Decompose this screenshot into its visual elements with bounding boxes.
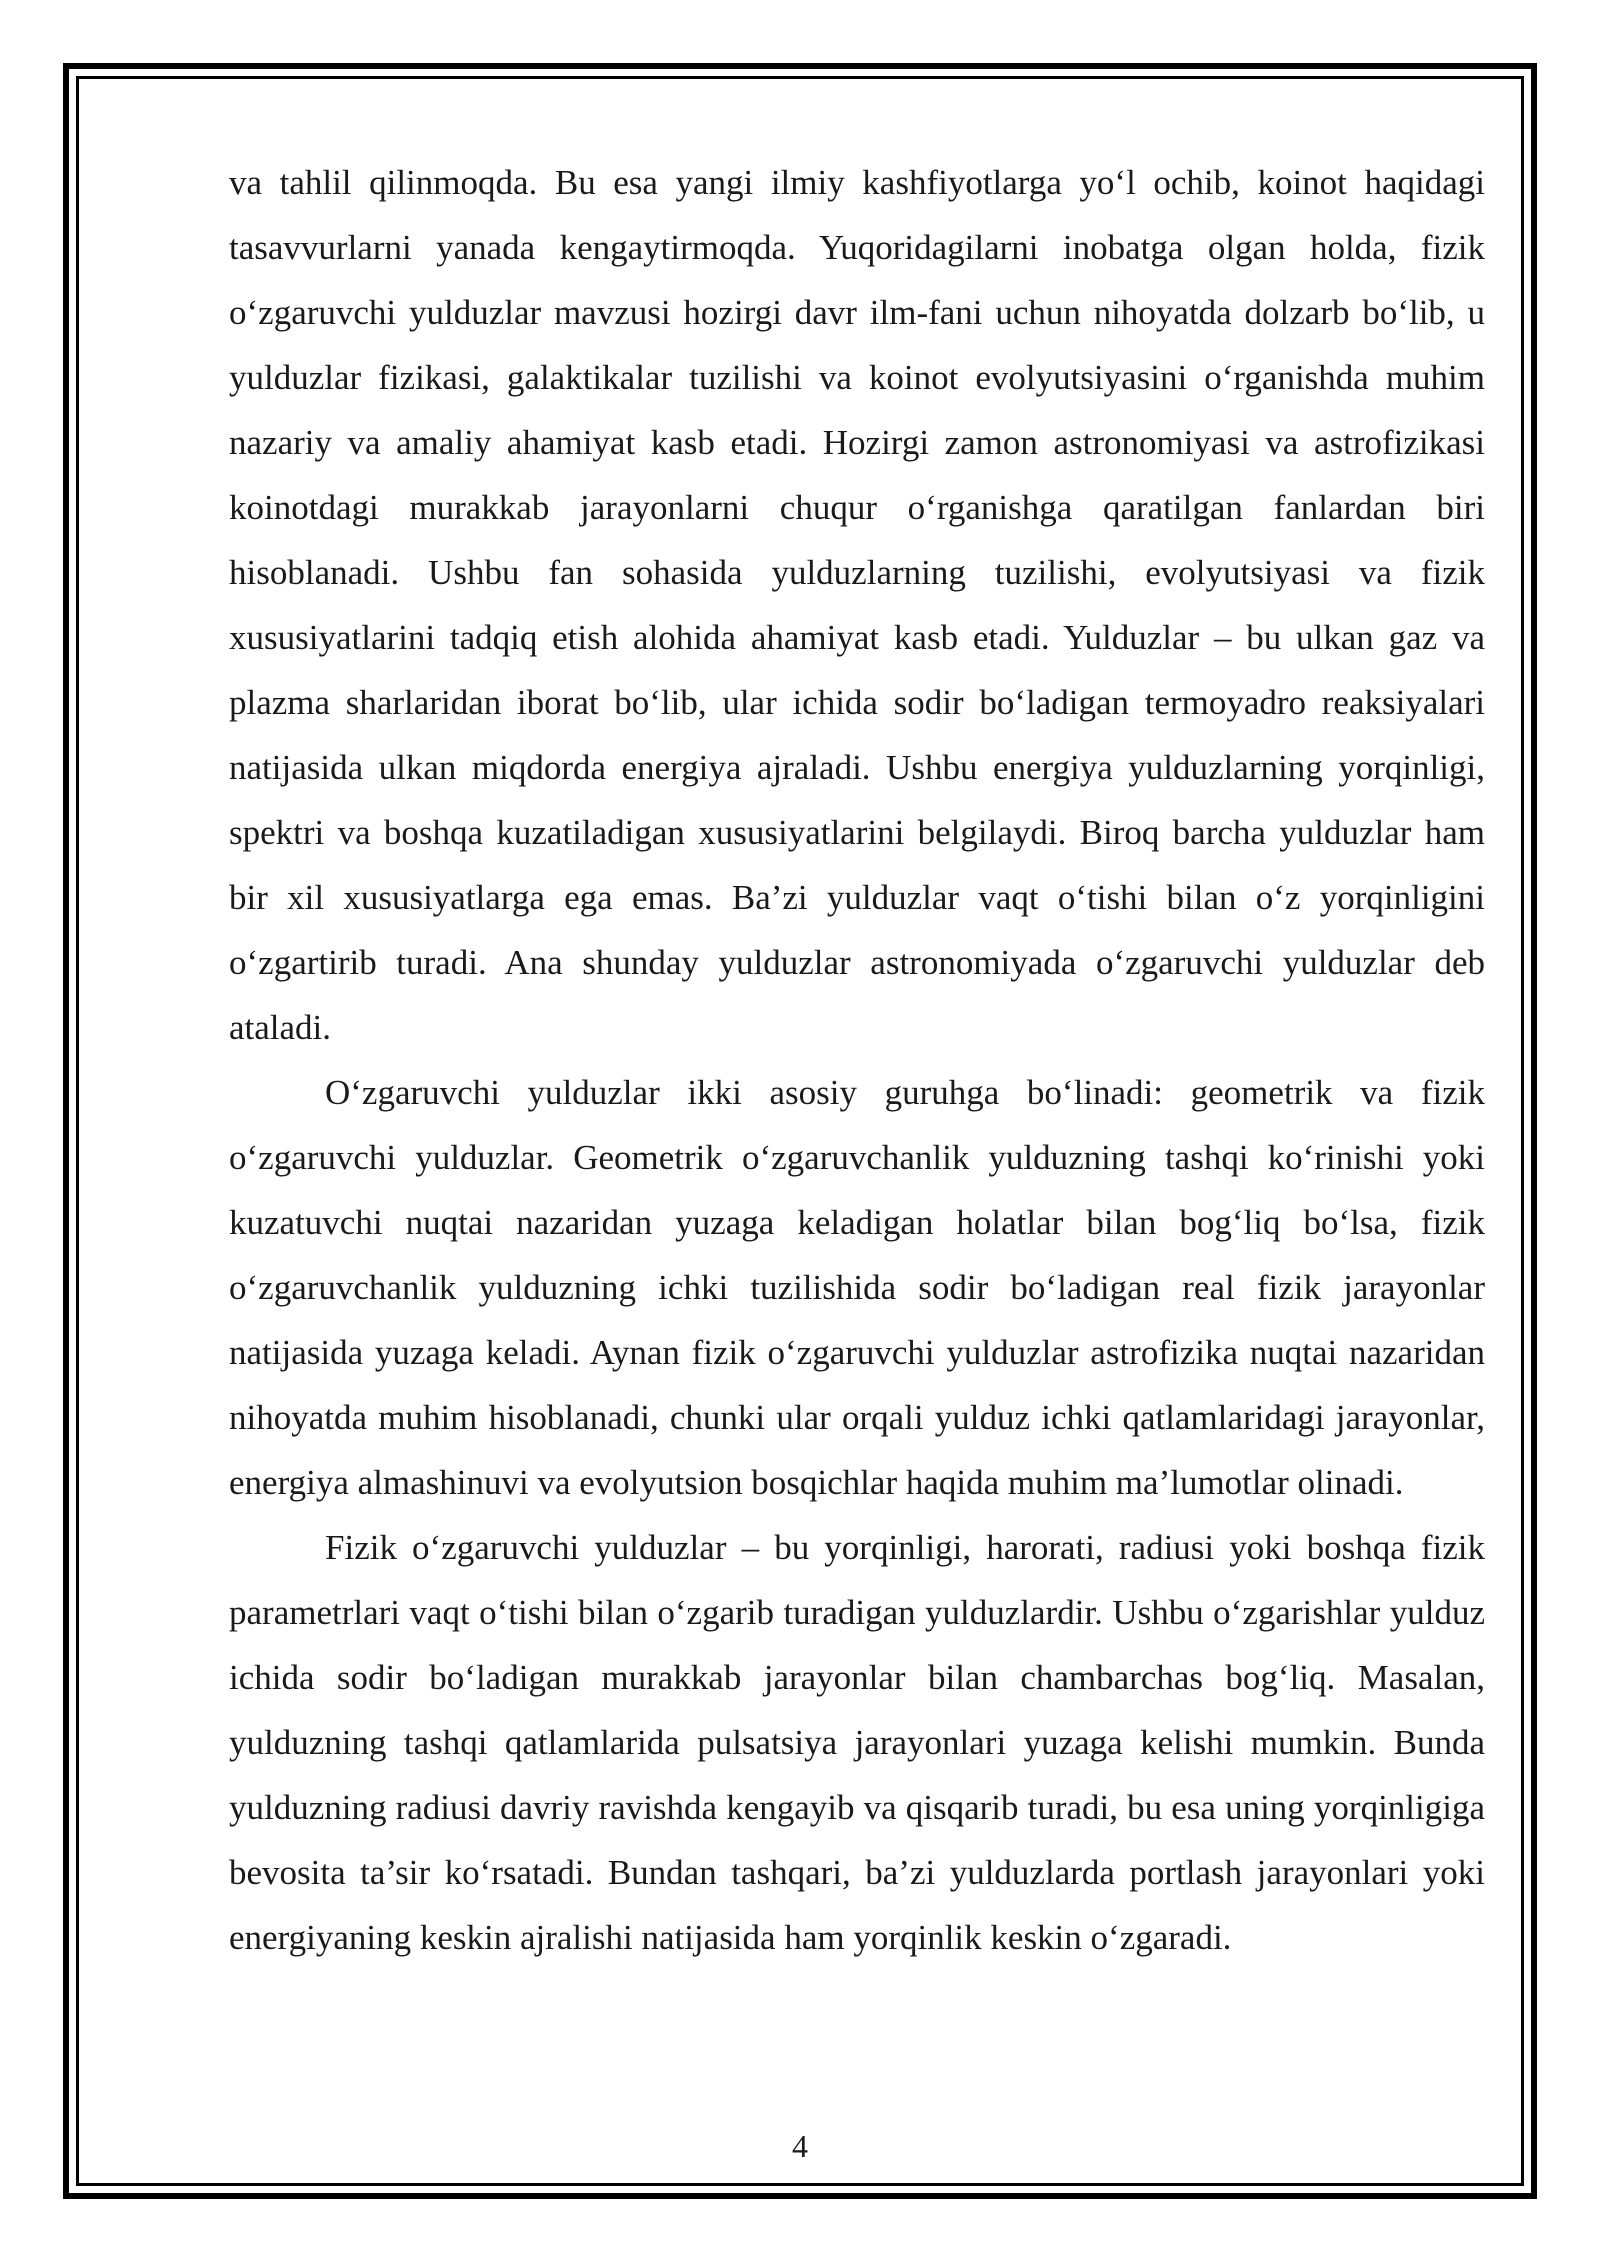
paragraph-1: va tahlil qilinmoqda. Bu esa yangi ilmiy kashfiyotlarga yo‘l ochib, koinot haqidagi tasavvurlarni yanada kengaytirmoqda. Yuqoridagilarni inobatga olgan holda, fizik o‘zgaruvchi yulduzlar mavzusi hozirgi davr ilm-fani uchun nihoyatda dolzarb bo‘lib, u yulduzlar fizikasi, galaktikalar tuzilishi va koinot evolyutsiyasini o‘rganishda muhim nazariy va amaliy ahamiyat kasb etadi. Hozirgi zamon astronomiyasi va astrofizikasi koinotdagi murakkab jarayonlarni chuqur o‘rganishga qaratilgan fanlardan biri hisoblanadi. Ushbu fan sohasida yulduzlarning tuzilishi, evolyutsiyasi va fizik xususiyatlarini tadqiq etish alohida ahamiyat kasb etadi. Yulduzlar – bu ulkan gaz va plazma sharlaridan iborat bo‘lib, ular ichida sodir bo‘ladigan termoyadro reaksiyalari natijasida ulkan miqdorda energiya ajraladi. Ushbu energiya yulduzlarning yorqinligi, spektri va boshqa kuzatiladigan xususiyatlarini belgilaydi. Biroq barcha yulduzlar ham bir xil xususiyatlarga ega emas. Ba’zi yulduzlar vaqt o‘tishi bilan o‘z yorqinligini o‘zgartirib turadi. Ana shunday yulduzlar astronomiyada o‘zgaruvchi yulduzlar deb ataladi.: [229, 163, 1485, 1047]
paragraph-3: Fizik o‘zgaruvchi yulduzlar – bu yorqinligi, harorati, radiusi yoki boshqa fizik parametrlari vaqt o‘tishi bilan o‘zgarib turadigan yulduzlardir. Ushbu o‘zgarishlar yulduz ichida sodir bo‘ladigan murakkab jarayonlar bilan chambarchas bog‘liq. Masalan, yulduzning tashqi qatlamlarida pulsatsiya jarayonlari yuzaga kelishi mumkin. Bunda yulduzning radiusi davriy ravishda kengayib va qisqarib turadi, bu esa uning yorqinligiga bevosita ta’sir ko‘rsatadi. Bundan tashqari, ba’zi yulduzlarda portlash jarayonlari yoki energiyaning keskin ajralishi natijasida ham yorqinlik keskin o‘zgaradi.: [229, 1528, 1485, 1957]
page-number: 4: [792, 2128, 808, 2164]
paragraph-2: O‘zgaruvchi yulduzlar ikki asosiy guruhga bo‘linadi: geometrik va fizik o‘zgaruvchi yulduzlar. Geometrik o‘zgaruvchanlik yulduzning tashqi ko‘rinishi yoki kuzatuvchi nuqtai nazaridan yuzaga keladigan holatlar bilan bog‘liq bo‘lsa, fizik o‘zgaruvchanlik yulduzning ichki tuzilishida sodir bo‘ladigan real fizik jarayonlar natijasida yuzaga keladi. Aynan fizik o‘zgaruvchi yulduzlar astrofizika nuqtai nazaridan nihoyatda muhim hisoblanadi, chunki ular orqali yulduz ichki qatlamlaridagi jarayonlar, energiya almashinuvi va evolyutsion bosqichlar haqida muhim ma’lumotlar olinadi.: [229, 1073, 1485, 1502]
document-body: [229, 150, 1485, 1970]
